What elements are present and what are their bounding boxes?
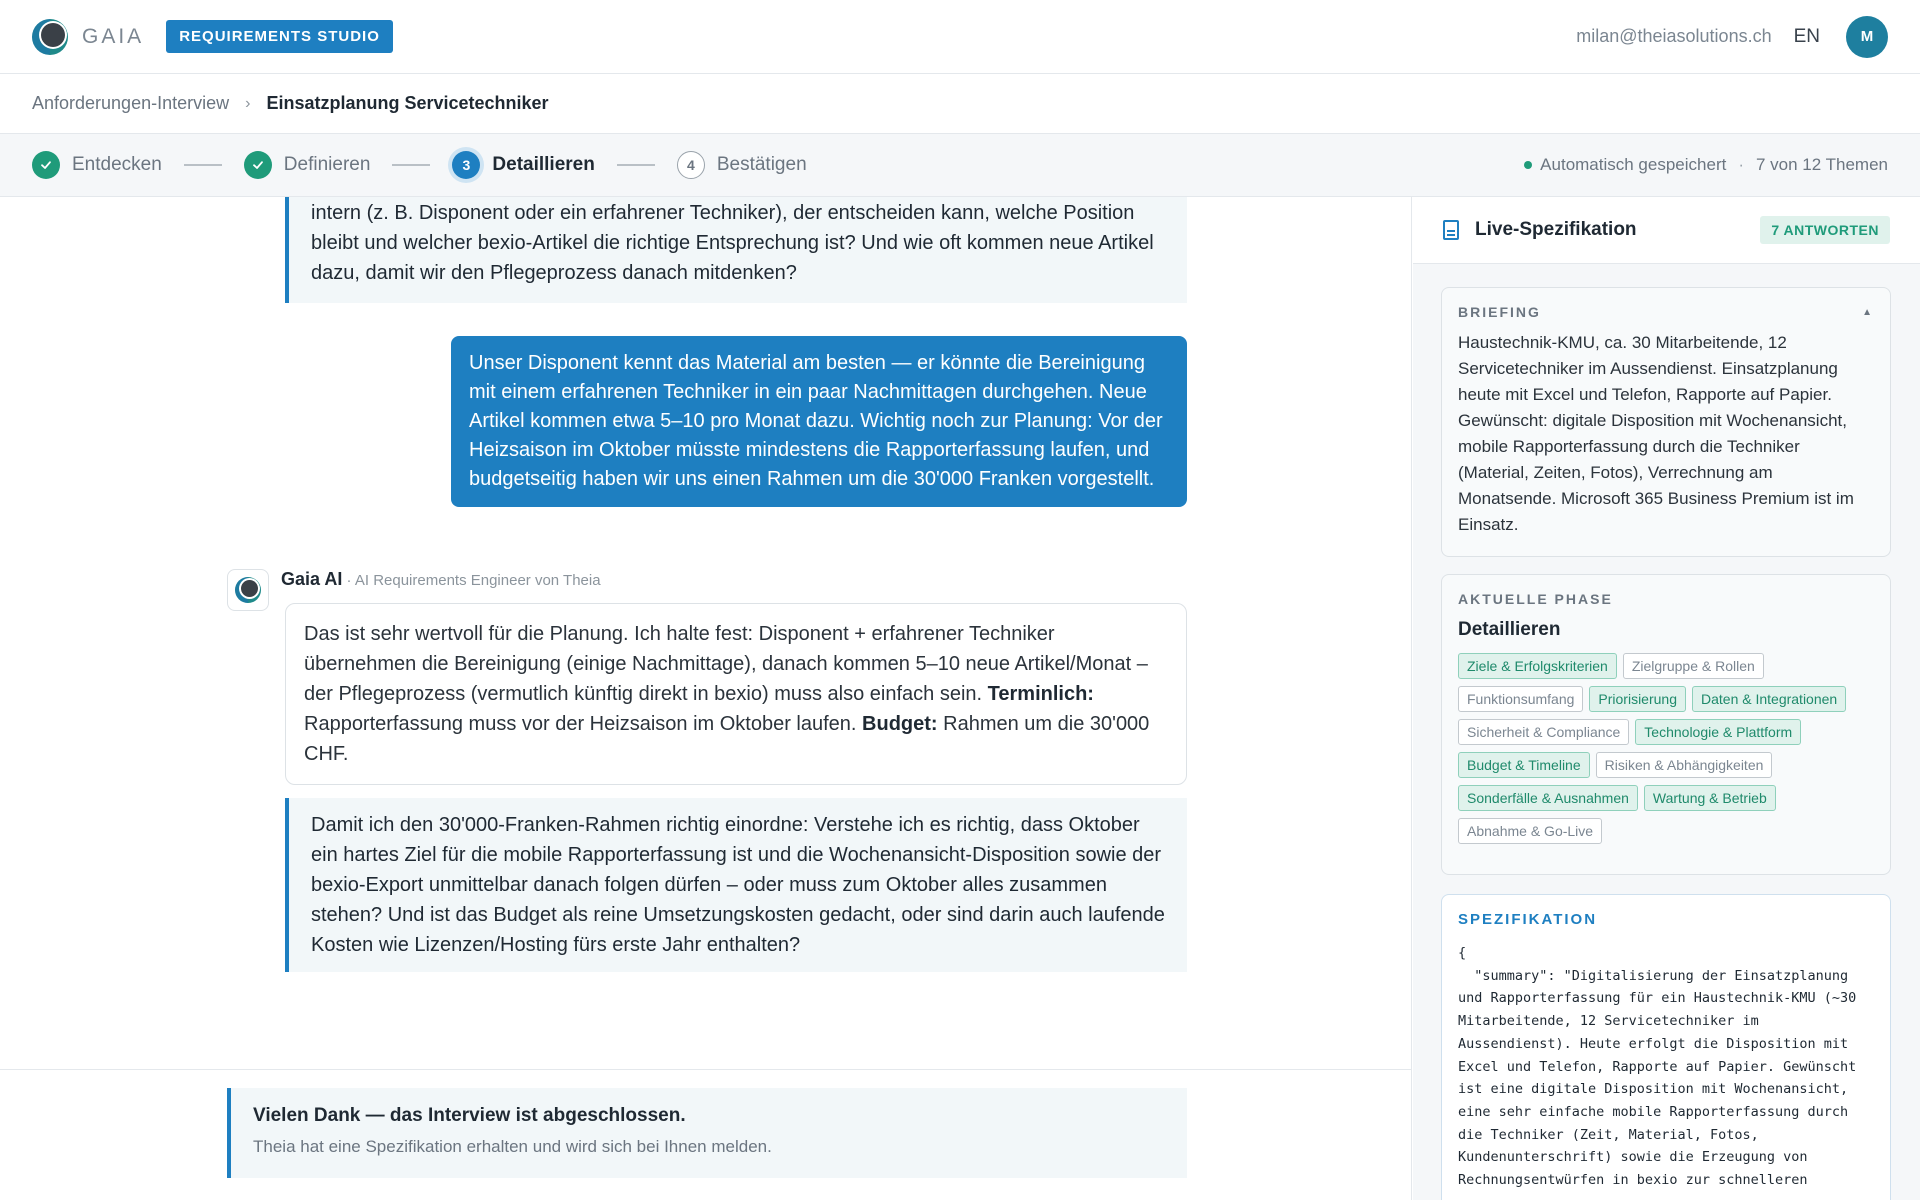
live-spec-panel [1413, 197, 1920, 1200]
check-icon [32, 151, 60, 179]
step-definieren[interactable] [244, 151, 371, 179]
current-phase-name: Detaillieren [1458, 619, 1561, 640]
ai-question-message [285, 197, 1187, 303]
topic-tags [1458, 653, 1874, 844]
breadcrumb-current: Einsatzplanung Servicetechniker [266, 93, 549, 113]
card-title: BRIEFING [1458, 304, 1541, 320]
status-dot-icon [1524, 161, 1532, 169]
topic-tag: Budget & Timeline [1458, 752, 1590, 778]
step-number: 3 [452, 151, 480, 179]
step-label: Detaillieren [492, 154, 595, 175]
autosave-text: Automatisch gespeichert [1540, 155, 1727, 174]
message-text: intern (z. B. Disponent oder ein erfahrener Techniker), der entscheiden kann, welche Position bleibt und welcher bexio-Artikel die richtige Entsprechung ist? Und wie oft kommen neue Artikel dazu, damit wir den Pflegeprozess danach mitdenken? [311, 202, 1154, 284]
top-header [0, 0, 1920, 74]
notice-title: Vielen Dank — das Interview ist abgeschlossen. [253, 1105, 686, 1126]
gaia-logo-icon[interactable] [32, 19, 68, 55]
step-number: 4 [677, 151, 705, 179]
step-detaillieren[interactable] [452, 151, 594, 179]
ai-author [281, 569, 601, 590]
message-text: Damit ich den 30'000-Franken-Rahmen richtig einordne: Verstehe ich es richtig, dass Oktober ein hartes Ziel für die mobile Rapporterfassung ist und die Wochenansicht-Disposition sowie der bexio-Export unmittelbar danach folgen dürfen – oder muss zum Oktober alles zusammen stehen? Und ist das Budget als reine Umsetzungskosten gedacht, oder sind darin auch laufende Kosten wie Lizenzen/Hosting fürs erste Jahr enthalten? [311, 814, 1165, 956]
topic-tag: Sonderfälle & Ausnahmen [1458, 785, 1638, 811]
breadcrumb-parent-link[interactable]: Anforderungen-Interview [32, 93, 230, 113]
breadcrumb [0, 74, 1920, 134]
step-label: Bestätigen [716, 154, 807, 175]
topic-tag: Wartung & Betrieb [1644, 785, 1776, 811]
answers-count-badge: 7 ANTWORTEN [1760, 216, 1890, 244]
message-emphasis: Terminlich: [987, 683, 1094, 705]
message-text: Rapporterfassung muss vor der Heizsaison im Oktober laufen. [304, 713, 863, 735]
topic-tag: Technologie & Plattform [1635, 719, 1801, 745]
specification-json[interactable]: { "summary": "Digitalisierung der Einsatzplanung und Rapporterfassung für ein Haustechnik-KMU (~30 Mitarbeitende, 12 Servicetechniker im Aussendienst). Heute erfolgt die Disposition mit Excel und Telefon, Rapporte auf Papier. Gewünscht ist eine digitale Disposition mit Wochenansicht, eine sehr einfache mobile Rapporterfassung durch die Techniker (Zeit, Material, Fotos, Kundenunterschrift) sowie die Erzeugung von Rechnungsentwürfen in bexio zur schnelleren [1458, 945, 1857, 1189]
step-bestaetigen[interactable] [677, 151, 807, 179]
user-message [451, 336, 1187, 507]
briefing-card [1441, 287, 1891, 557]
topic-tag: Funktionsumfang [1458, 686, 1583, 712]
product-badge: REQUIREMENTS STUDIO [166, 20, 393, 53]
card-title: AKTUELLE PHASE [1458, 591, 1613, 607]
briefing-header[interactable] [1458, 304, 1874, 320]
ai-avatar [227, 569, 269, 611]
user-avatar[interactable]: M [1846, 16, 1888, 58]
user-email: milan@theiasolutions.ch [1576, 26, 1772, 46]
topic-tag: Abnahme & Go-Live [1458, 818, 1602, 844]
ai-question-message [285, 798, 1187, 972]
language-switch[interactable]: EN [1793, 25, 1820, 47]
topic-tag: Priorisierung [1589, 686, 1686, 712]
topic-tag: Sicherheit & Compliance [1458, 719, 1629, 745]
message-text: Rahmen um die 30'000 CHF. [304, 713, 1150, 765]
step-label: Entdecken [72, 154, 162, 175]
check-icon [244, 151, 272, 179]
panel-title: Live-Spezifikation [1475, 219, 1637, 240]
header-user-area [1576, 16, 1888, 58]
notice-subtitle: Theia hat eine Spezifikation erhalten und wird sich bei Ihnen melden. [253, 1137, 772, 1156]
topic-tag: Zielgruppe & Rollen [1623, 653, 1764, 679]
specification-card [1441, 894, 1891, 1200]
step-entdecken[interactable] [32, 151, 162, 179]
brand-name: GAIA [82, 24, 145, 48]
chat-transcript[interactable] [0, 197, 1412, 1200]
message-emphasis: Budget: [862, 713, 938, 735]
current-phase-card [1441, 574, 1891, 875]
topic-tag: Risiken & Abhängigkeiten [1596, 752, 1773, 778]
briefing-text: Haustechnik-KMU, ca. 30 Mitarbeitende, 12 Servicetechniker im Aussendienst. Einsatzplanung heute mit Excel und Telefon, Rapporte auf Papier. Gewünscht: digitale Disposition mit Wochenansicht, mobile Rapporterfassung durch die Techniker (Material, Zeiten, Fotos), Verrechnung am Monatsende. Microsoft 365 Business Premium ist im Einsatz. [1458, 333, 1854, 534]
card-title: SPEZIFIKATION [1458, 911, 1598, 928]
step-connector [184, 164, 222, 166]
message-text: Das ist sehr wertvoll für die Planung. Ich halte fest: Disponent + erfahrener Techniker übernehmen die Bereinigung (einige Nachmittage), danach kommen 5–10 neue Artikel/Monat – der Pflegeprozess (vermutlich künftig direkt in bexio) muss also einfach sein. [304, 623, 1148, 705]
ai-answer-message [285, 603, 1187, 785]
divider [0, 1069, 1412, 1070]
topic-tag: Ziele & Erfolgskriterien [1458, 653, 1617, 679]
document-icon [1443, 220, 1459, 240]
ai-name: Gaia AI [281, 569, 343, 589]
interview-complete-notice [227, 1088, 1187, 1178]
chevron-right-icon: › [245, 94, 251, 112]
ai-role: · AI Requirements Engineer von Theia [342, 572, 601, 589]
separator-dot: · [1738, 155, 1744, 174]
step-connector [617, 164, 655, 166]
gaia-logo-icon [235, 577, 261, 603]
save-status [1524, 155, 1888, 175]
step-label: Definieren [283, 154, 371, 175]
step-connector [392, 164, 430, 166]
message-text: Unser Disponent kennt das Material am besten — er könnte die Bereinigung mit einem erfahrenen Techniker in ein paar Nachmittagen durchgehen. Neue Artikel kommen etwa 5–10 pro Monat dazu. Wichtig noch zur Planung: Vor der Heizsaison im Oktober müsste mindestens die Rapporterfassung laufen, und budgetseitig haben wir uns einen Rahmen um die 30'000 Franken vorgestellt. [469, 352, 1163, 490]
collapse-caret-icon[interactable]: ▲ [1862, 306, 1874, 318]
phase-stepper [0, 134, 1920, 197]
topic-progress: 7 von 12 Themen [1756, 155, 1888, 174]
panel-header [1413, 197, 1920, 264]
topic-tag: Daten & Integrationen [1692, 686, 1846, 712]
